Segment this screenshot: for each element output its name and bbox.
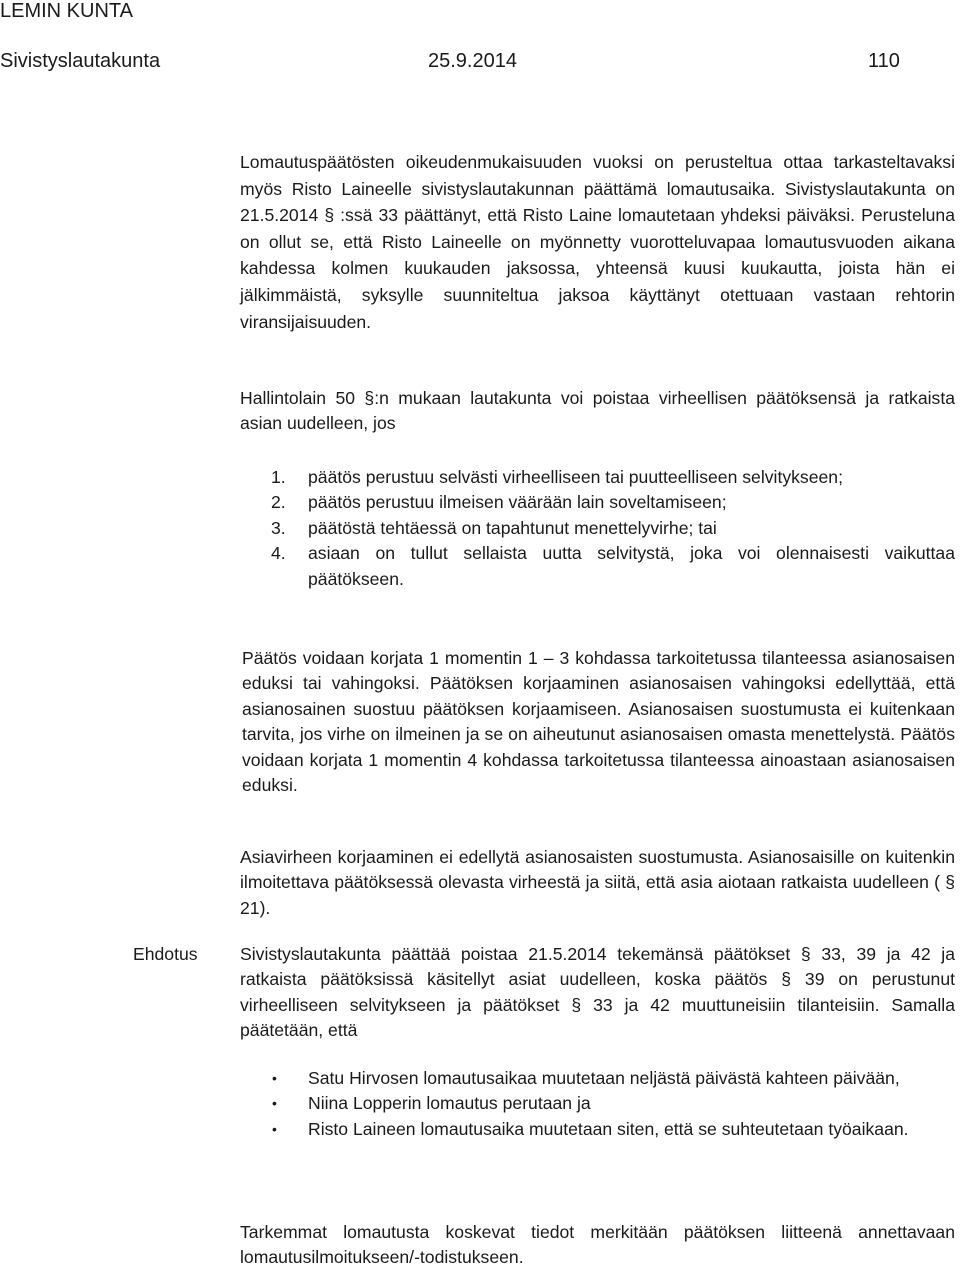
condition-item bbox=[271, 490, 955, 515]
condition-number: 3. bbox=[271, 517, 286, 538]
bullet-icon: • bbox=[272, 1120, 277, 1137]
condition-text: päätös perustuu selvästi virheelliseen tai puutteelliseen selvitykseen; bbox=[308, 467, 843, 487]
bullet-icon: • bbox=[272, 1070, 277, 1086]
decision-item bbox=[272, 1091, 955, 1116]
condition-number: 1. bbox=[271, 467, 286, 487]
condition-item bbox=[271, 516, 955, 541]
condition-text: päätös perustuu ilmeisen väärään lain soveltamiseen; bbox=[308, 492, 727, 513]
paragraph-layoff-fairness: Lomautuspäätösten oikeudenmukaisuuden vuoksi on perusteltua ottaa tarkasteltavaksi myös Risto Laineelle sivistyslautakunnan päättämä lomautusaika. Sivistyslautakunta on 21.5.2014 § :ssä 33 päättänyt, että Risto Laine lomautetaan yhdeksi päiväksi. Perusteluna on ollut se, että Risto Laineelle on myönnetty vuorotteluvapaa lomautusvuoden aikana kahdessa kolmen kuukauden jaksossa, yhteensä kuusi kuukautta, joista hän ei jälkimmäistä, syksylle suunniteltua jaksoa käyttänyt otettuaan vastaan rehtorin viransijaisuuden. bbox=[240, 152, 955, 332]
decision-item bbox=[272, 1066, 955, 1091]
proposal-label: Ehdotus bbox=[133, 944, 198, 964]
paragraph-correction-rules: Päätös voidaan korjata 1 momentin 1 – 3 kohdassa tarkoitetussa tilanteessa asianosaisen eduksi tai vahingoksi. Päätöksen korjaaminen asianosaisen vahingoksi edellyttää, että asianosainen suostuu päätöksen korjaamiseen. Asianosaisen suostumusta ei kuitenkaan tarvita, jos virhe on ilmeinen ja se on aiheutunut asianosaisen omasta menettelystä. Päätös voidaan korjata 1 momentin 4 kohdassa tarkoitetussa tilanteessa ainoastaan asianosaisen eduksi. bbox=[242, 648, 955, 796]
condition-number: 4. bbox=[271, 543, 286, 564]
board-name: Sivistyslautakunta bbox=[0, 50, 161, 72]
decision-text: Satu Hirvosen lomautusaikaa muutetaan neljästä päivästä kahteen päivään, bbox=[308, 1068, 900, 1088]
decisions-list bbox=[272, 1066, 955, 1142]
condition-number: 2. bbox=[271, 492, 286, 513]
paragraph-consent: Asiavirheen korjaaminen ei edellytä asianosaisten suostumusta. Asianosaisille on kuitenkin ilmoitettava päätöksessä olevasta virheestä ja siitä, että asia aiotaan ratkaista uudelleen ( § 21). bbox=[240, 847, 955, 918]
condition-item bbox=[271, 541, 955, 592]
condition-text: päätöstä tehtäessä on tapahtunut menettelyvirhe; tai bbox=[308, 517, 717, 538]
paragraph-layoff-details: Tarkemmat lomautusta koskevat tiedot merkitään päätöksen liitteenä annettavaan lomautusilmoitukseen/-todistukseen. bbox=[240, 1222, 955, 1268]
decision-item bbox=[272, 1117, 955, 1142]
bullet-icon: • bbox=[272, 1095, 277, 1112]
municipality-name: LEMIN KUNTA bbox=[0, 0, 133, 22]
paragraph-administrative-act: Hallintolain 50 §:n mukaan lautakunta voi poistaa virheellisen päätöksensä ja ratkaista asian uudelleen, jos bbox=[240, 388, 955, 434]
decision-text: Niina Lopperin lomautus perutaan ja bbox=[308, 1093, 591, 1114]
condition-item bbox=[271, 465, 955, 490]
decision-text: Risto Laineen lomautusaika muutetaan siten, että se suhteutetaan työaikaan. bbox=[308, 1118, 909, 1139]
condition-text: asiaan on tullut sellaista uutta selvitystä, joka voi olennaisesti vaikuttaa päätökseen. bbox=[308, 543, 955, 589]
proposal-text: Sivistyslautakunta päättää poistaa 21.5.2014 tekemänsä päätökset § 33, 39 ja 42 ja ratkaista päätöksissä käsitellyt asiat uudelleen, koska päätös § 39 on perustunut virheelliseen selvitykseen ja päätökset § 33 ja 42 muuttuneisiin tilanteisiin. Samalla päätetään, että bbox=[240, 944, 955, 1041]
page-number: 110 bbox=[868, 50, 900, 72]
meeting-date: 25.9.2014 bbox=[428, 50, 517, 72]
conditions-list bbox=[271, 465, 955, 592]
